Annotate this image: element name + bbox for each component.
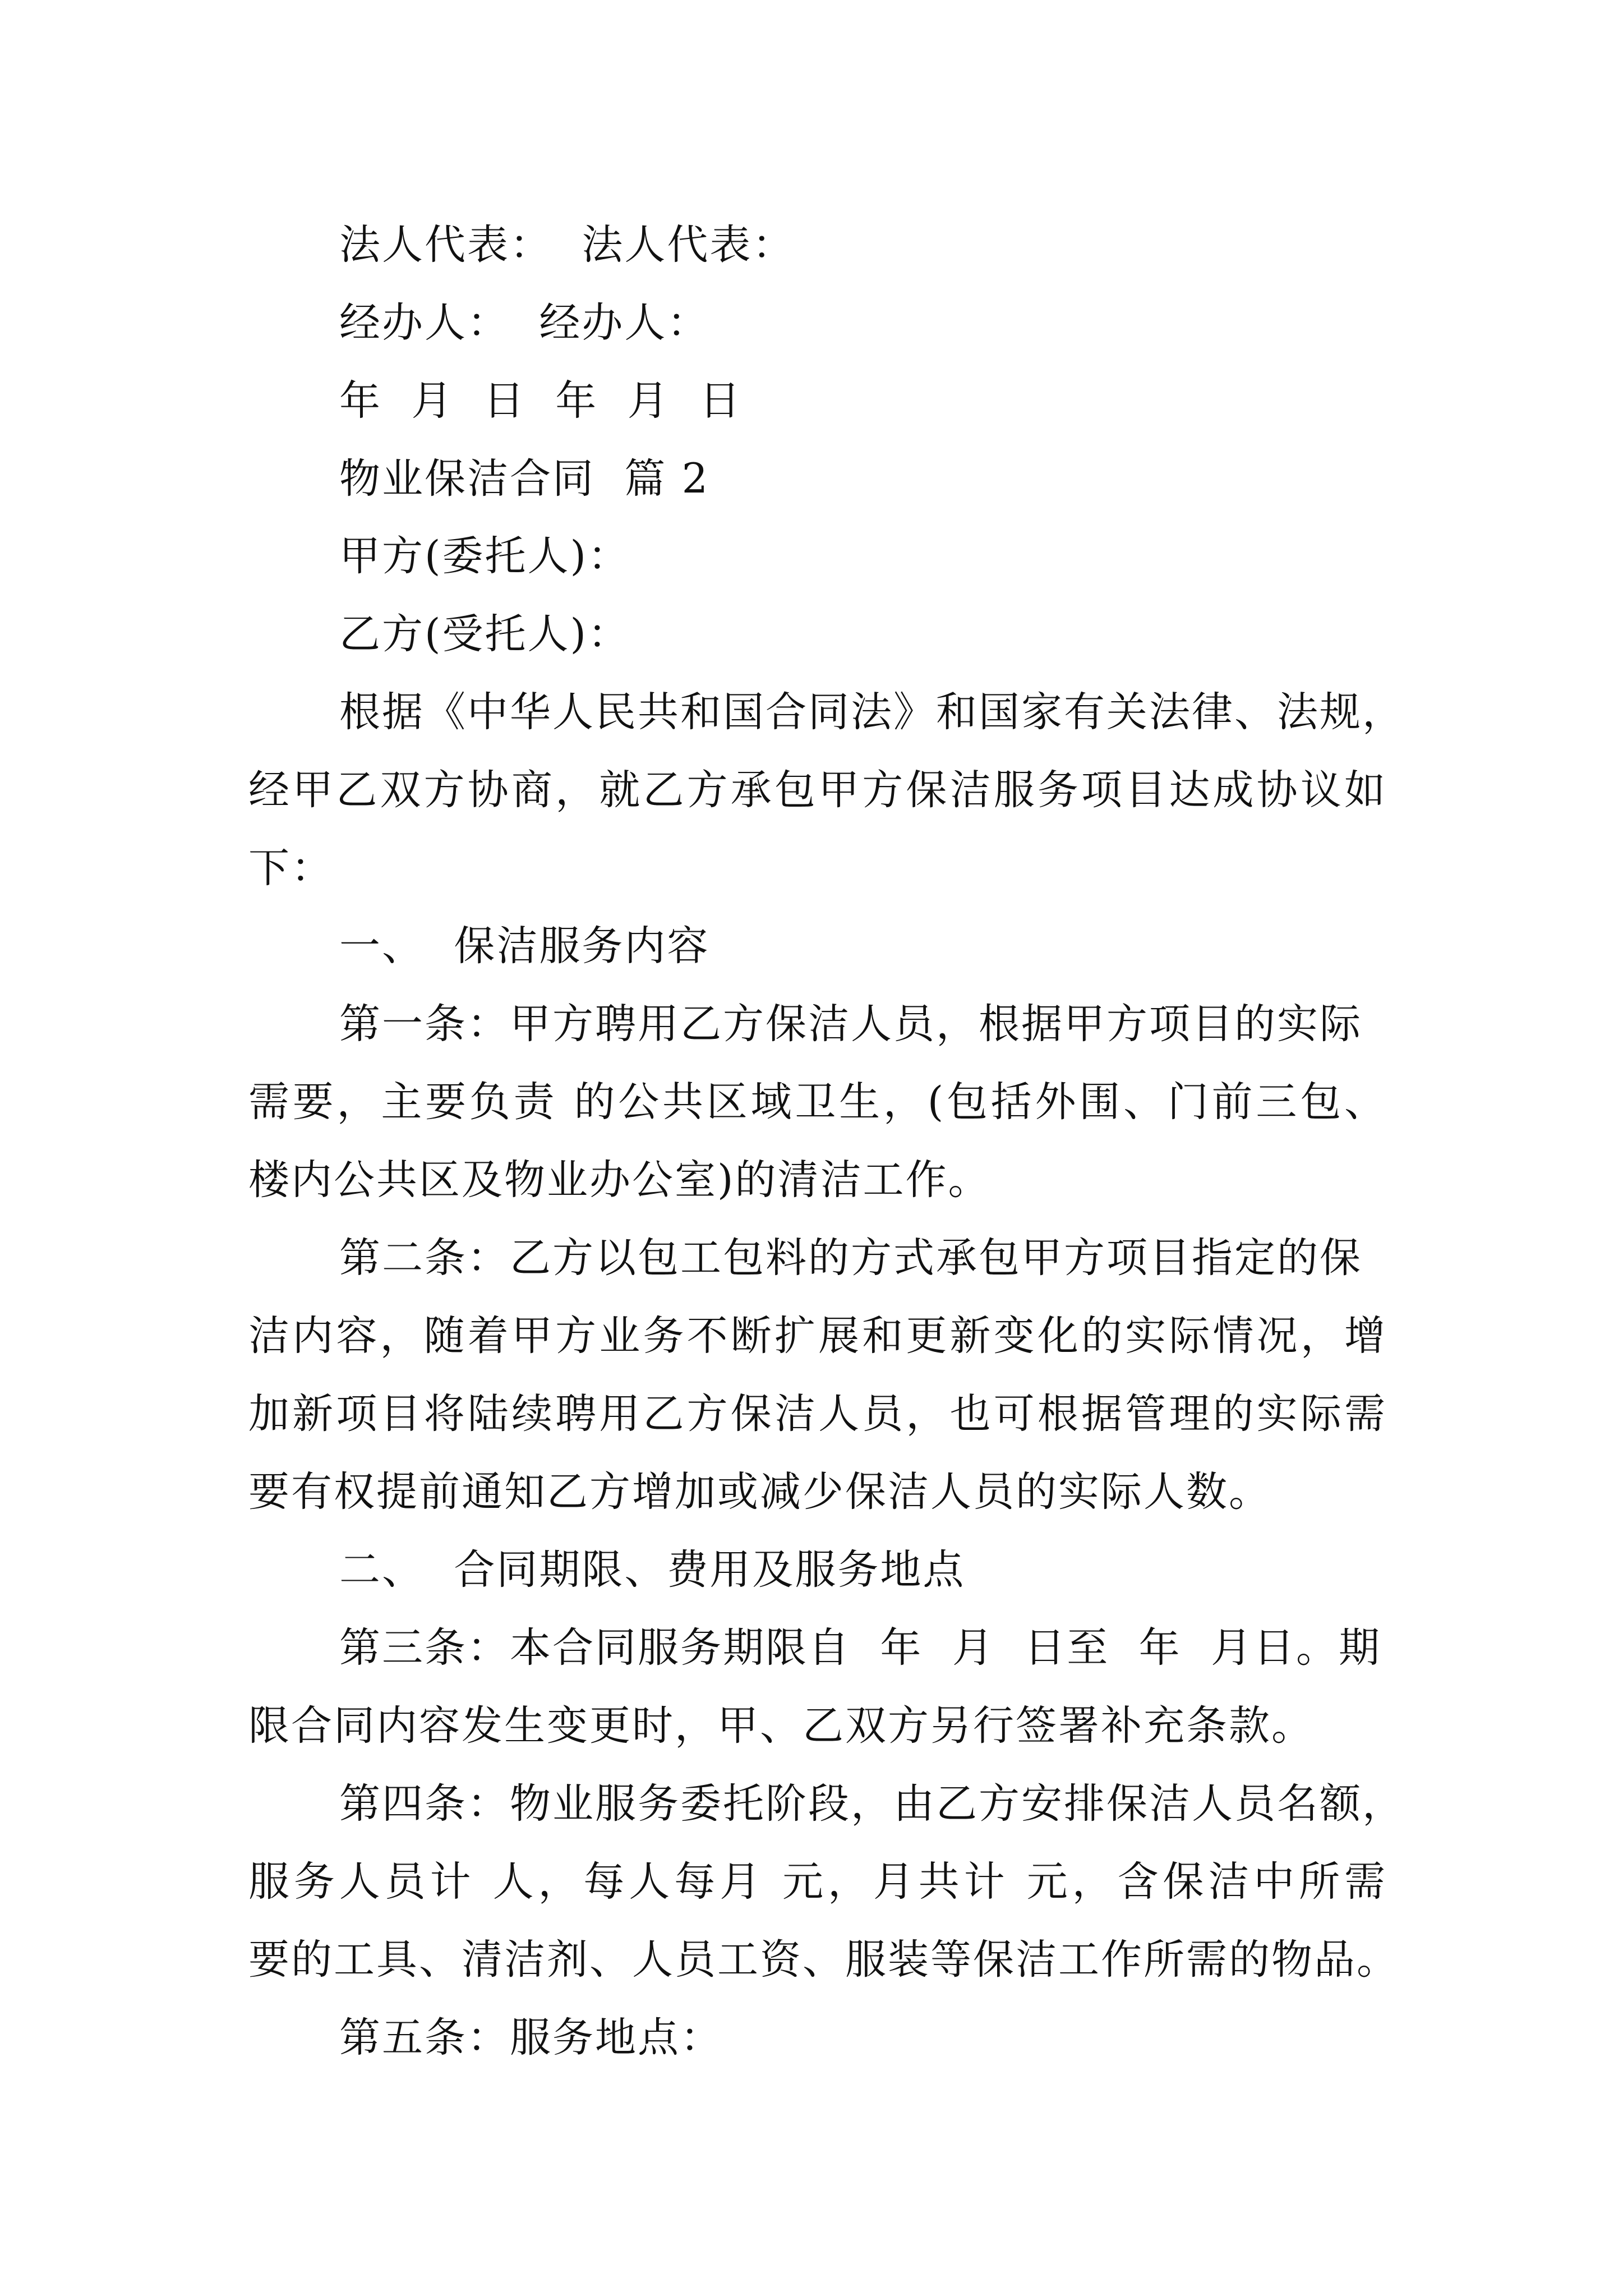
article-1-line-1: 第一条：甲方聘用乙方保洁人员，根据甲方项目的实际 <box>339 1000 1362 1048</box>
section-title: 物业保洁合同 篇 2 <box>339 455 710 503</box>
article-2-line-4: 要有权提前通知乙方增加或减少保洁人员的实际人数。 <box>248 1468 1271 1516</box>
article-1-line-3: 楼内公共区及物业办公室)的清洁工作。 <box>248 1156 991 1204</box>
signature-date: 年 月 日 年 月 日 <box>339 377 743 425</box>
article-2-line-2: 洁内容，随着甲方业务不断扩展和更新变化的实际情况，增 <box>248 1312 1387 1360</box>
signature-handler: 经办人： 经办人： <box>339 299 710 347</box>
party-a-line: 甲方(委托人)： <box>339 532 630 580</box>
intro-line-2: 经甲乙双方协商，就乙方承包甲方保洁服务项目达成协议如 <box>248 766 1387 814</box>
article-2-line-1: 第二条：乙方以包工包料的方式承包甲方项目指定的保 <box>339 1234 1362 1282</box>
article-1-line-2: 需要，主要负责 的公共区域卫生，(包括外围、门前三包、 <box>248 1078 1387 1126</box>
article-4-line-2: 服务人员计 人，每人每月 元，月共计 元，含保洁中所需 <box>248 1858 1387 1906</box>
intro-line-3: 下： <box>248 844 334 892</box>
heading-service-content: 一、 保洁服务内容 <box>339 922 710 970</box>
heading-term-fees-location: 二、 合同期限、费用及服务地点 <box>339 1546 966 1594</box>
party-b-line: 乙方(受托人)： <box>339 610 630 658</box>
article-3-line-1: 第三条：本合同服务期限自 年 月 日至 年 月日。期 <box>339 1624 1382 1672</box>
article-2-line-3: 加新项目将陆续聘用乙方保洁人员，也可根据管理的实际需 <box>248 1390 1387 1438</box>
article-4-line-1: 第四条：物业服务委托阶段，由乙方安排保洁人员名额， <box>339 1780 1405 1828</box>
signature-legal-rep: 法人代表： 法人代表： <box>339 221 795 269</box>
article-5-line: 第五条：服务地点： <box>339 2014 723 2062</box>
intro-line-1: 根据《中华人民共和国合同法》和国家有关法律、法规， <box>339 688 1405 736</box>
article-4-line-3: 要的工具、清洁剂、人员工资、服装等保洁工作所需的物品。 <box>248 1936 1399 1984</box>
article-3-line-2: 限合同内容发生变更时，甲、乙双方另行签署补充条款。 <box>248 1702 1314 1750</box>
